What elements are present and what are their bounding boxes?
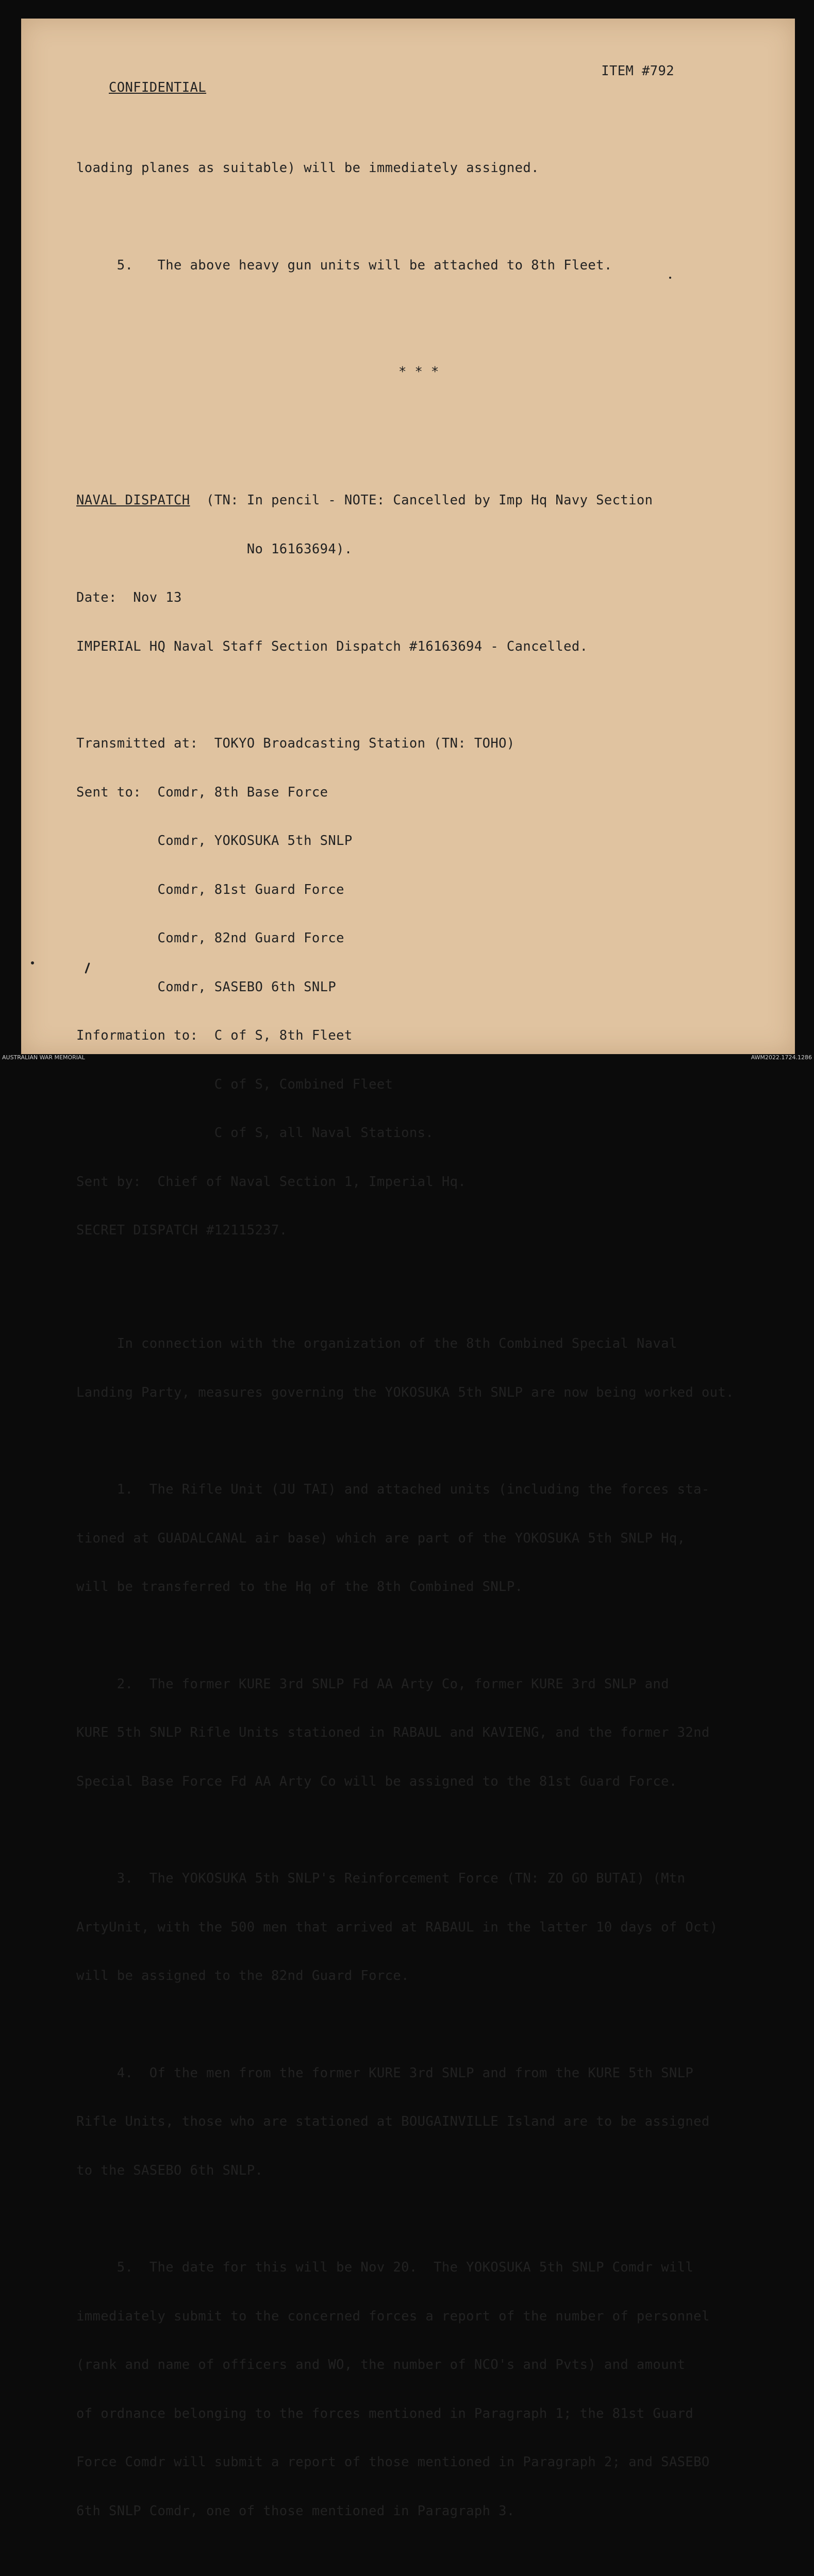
separator-top: * * *: [398, 364, 439, 380]
paragraph-1-line: will be transferred to the Hq of the 8th Combined SNLP.: [76, 1579, 523, 1595]
paper-speck: [669, 277, 671, 279]
paragraph-4-line: Rifle Units, those who are stationed at BOUGAINVILLE Island are to be assigned: [76, 2114, 710, 2129]
page-header: [76, 63, 767, 95]
secret-dispatch-line: SECRET DISPATCH #12115237.: [76, 1223, 288, 1238]
paragraph-5-line: 5. The date for this will be Nov 20. The YOKOSUKA 5th SNLP Comdr will: [76, 2260, 694, 2275]
paragraph-4-line: 4. Of the men from the former KURE 3rd SNLP and from the KURE 5th SNLP: [76, 2065, 694, 2081]
continuation-line: loading planes as suitable) will be immediately assigned.: [76, 160, 539, 176]
sent-to-line: Comdr, 81st Guard Force: [76, 882, 344, 897]
sent-to-line: Comdr, 82nd Guard Force: [76, 930, 344, 946]
dispatch-title-note: (TN: In pencil - NOTE: Cancelled by Imp Hq Navy Section: [190, 493, 653, 508]
paragraph-3-line: ArtyUnit, with the 500 men that arrived at RABAUL in the latter 10 days of Oct): [76, 1919, 718, 1935]
paragraph-5-line: (rank and name of officers and WO, the number of NCO's and Pvts) and amount: [76, 2357, 686, 2372]
paragraph-4-line: to the SASEBO 6th SNLP.: [76, 2162, 263, 2178]
information-to-line: C of S, all Naval Stations.: [76, 1125, 434, 1141]
archive-footer-left: AUSTRALIAN WAR MEMORIAL: [2, 1054, 85, 1061]
paragraph-1-line: tioned at GUADALCANAL air base) which are part of the YOKOSUKA 5th SNLP Hq,: [76, 1530, 686, 1546]
dispatch-title-line: [76, 493, 767, 509]
intro-line: Landing Party, measures governing the YOKOSUKA 5th SNLP are now being worked out.: [76, 1384, 734, 1400]
paragraph-3-line: 3. The YOKOSUKA 5th SNLP's Reinforcement Force (TN: ZO GO BUTAI) (Mtn: [76, 1871, 686, 1886]
continuation-para-5: 5. The above heavy gun units will be attached to 8th Fleet.: [76, 257, 612, 273]
archive-footer-right: AWM2022.1724.1286: [751, 1054, 812, 1061]
dispatch-date: Date: Nov 13: [76, 590, 182, 605]
dispatch-title: NAVAL DISPATCH: [76, 493, 190, 508]
paragraph-2-line: KURE 5th SNLP Rifle Units stationed in RABAUL and KAVIENG, and the former 32nd: [76, 1725, 710, 1740]
intro-line: In connection with the organization of the 8th Combined Special Naval: [76, 1336, 677, 1351]
paragraph-5-line: of ordnance belonging to the forces mentioned in Paragraph 1; the 81st Guard: [76, 2405, 694, 2421]
dispatch-transmitted: Transmitted at: TOKYO Broadcasting Station (TN: TOHO): [76, 736, 515, 751]
dispatch-title-note-2: No 16163694).: [76, 541, 353, 557]
information-to-line: C of S, Combined Fleet: [76, 1076, 393, 1092]
paragraph-5-line: immediately submit to the concerned forces a report of the number of personnel: [76, 2308, 710, 2324]
confidential-label: CONFIDENTIAL: [109, 79, 207, 95]
paragraph-3-line: will be assigned to the 82nd Guard Force.: [76, 1968, 409, 1984]
paragraph-5-line: 6th SNLP Comdr, one of those mentioned in Paragraph 3.: [76, 2503, 515, 2519]
paragraph-2-line: Special Base Force Fd AA Arty Co will be assigned to the 81st Guard Force.: [76, 1773, 677, 1789]
dispatch-imperial: IMPERIAL HQ Naval Staff Section Dispatch #16163694 - Cancelled.: [76, 638, 588, 654]
sent-by-line: Sent by: Chief of Naval Section 1, Imperial Hq.: [76, 1174, 467, 1190]
document-body: [76, 31, 767, 2576]
paragraph-2-line: 2. The former KURE 3rd SNLP Fd AA Arty Co, former KURE 3rd SNLP and: [76, 1676, 669, 1692]
sent-to-line: Comdr, YOKOSUKA 5th SNLP: [76, 833, 353, 849]
paper-speck: [31, 961, 34, 964]
sent-to-line: Comdr, SASEBO 6th SNLP: [76, 979, 337, 995]
information-to-line: Information to: C of S, 8th Fleet: [76, 1028, 353, 1043]
paragraph-1-line: 1. The Rifle Unit (JU TAI) and attached units (including the forces sta-: [76, 1482, 710, 1497]
paragraph-5-line: Force Comdr will submit a report of those mentioned in Paragraph 2; and SASEBO: [76, 2454, 710, 2470]
sent-to-line: Sent to: Comdr, 8th Base Force: [76, 784, 328, 800]
item-number: ITEM #792: [601, 63, 674, 79]
